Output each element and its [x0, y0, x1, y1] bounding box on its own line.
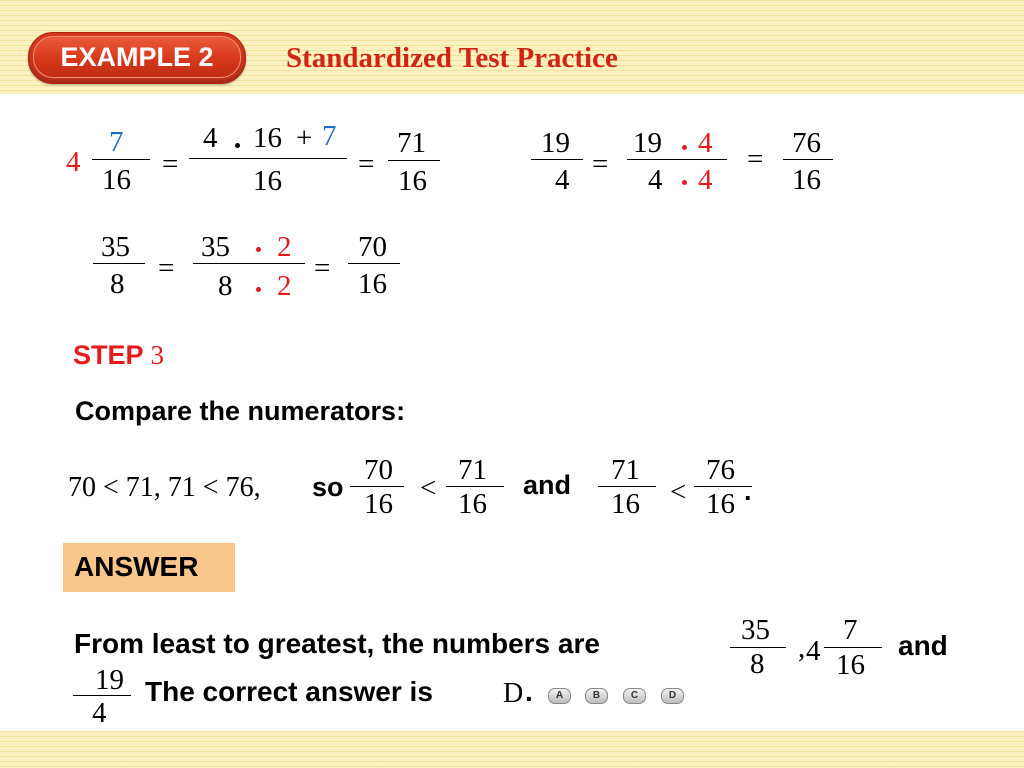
- fraction-bar: [824, 647, 882, 648]
- multiplier: 2: [277, 231, 292, 263]
- multiply-dot: [256, 247, 261, 252]
- page-title: Standardized Test Practice: [286, 42, 618, 74]
- mixed-numerator: 7: [109, 126, 124, 158]
- less-than-sign: <: [670, 476, 687, 508]
- fraction-bar: [92, 159, 150, 160]
- fraction-numerator: 71: [458, 454, 487, 486]
- product-factor-a: 4: [203, 122, 218, 154]
- fraction-numerator: 70: [364, 454, 393, 486]
- example-badge-label: EXAMPLE 2: [60, 42, 214, 72]
- result-denominator: 16: [792, 164, 821, 196]
- fraction-numerator: 19: [633, 127, 662, 159]
- fraction-denominator: 16: [458, 488, 487, 520]
- plus-sign: +: [296, 122, 313, 154]
- fraction-denominator: 8: [110, 268, 125, 300]
- multiply-dot: [682, 145, 687, 150]
- correct-answer-text: The correct answer is: [145, 676, 433, 707]
- mixed-whole: 4: [806, 635, 821, 667]
- fraction-bar: [348, 263, 400, 264]
- fraction-denominator: 8: [218, 270, 233, 302]
- example-badge: [28, 32, 246, 84]
- choice-b-bubble: B: [585, 688, 608, 704]
- fraction-denominator: 8: [750, 648, 765, 680]
- result-numerator: 71: [397, 127, 426, 159]
- result-denominator: 16: [398, 165, 427, 197]
- multiplier: 4: [698, 164, 713, 196]
- equals-sign: =: [158, 252, 175, 284]
- so-word: so: [312, 472, 344, 502]
- compare-heading: Compare the numerators:: [75, 396, 406, 426]
- step-word: STEP: [73, 340, 144, 370]
- product-factor-b: 16: [253, 122, 282, 154]
- choice-c-bubble: C: [623, 688, 646, 704]
- fraction-bar: [93, 263, 145, 264]
- fraction-numerator: 76: [706, 454, 735, 486]
- fraction-denominator: 16: [364, 488, 393, 520]
- fraction-denominator: 16: [706, 488, 735, 520]
- fraction-bar: [783, 159, 833, 160]
- comma: ,: [798, 632, 806, 664]
- mixed-denominator: 16: [102, 164, 131, 196]
- fraction-bar: [193, 263, 305, 264]
- multiply-dot: [235, 143, 240, 148]
- equals-sign: =: [747, 143, 764, 175]
- fraction-numerator: 19: [95, 664, 124, 696]
- result-denominator: 16: [358, 268, 387, 300]
- mixed-whole: 4: [66, 146, 81, 178]
- fraction-denominator: 16: [836, 649, 865, 681]
- fraction-numerator: 71: [611, 454, 640, 486]
- fraction-numerator: 35: [201, 231, 230, 263]
- fraction-bar: [446, 486, 504, 487]
- fraction-bar: [627, 159, 727, 160]
- result-numerator: 70: [358, 231, 387, 263]
- period: .: [744, 476, 752, 506]
- fraction-numerator: 7: [843, 614, 858, 646]
- equals-sign: =: [592, 148, 609, 180]
- numerator-inequalities: 70 < 71, 71 < 76,: [68, 472, 261, 503]
- fraction-denominator: 4: [92, 697, 107, 729]
- fraction-bar: [350, 486, 404, 487]
- choice-d-bubble: D: [661, 688, 684, 704]
- fraction-bar: [388, 160, 440, 161]
- multiply-dot: [256, 287, 261, 292]
- sum-denominator: 16: [253, 165, 282, 197]
- fraction-bar: [189, 158, 347, 159]
- choice-a-bubble: A: [548, 688, 571, 704]
- and-word: and: [523, 470, 572, 500]
- multiply-dot: [682, 180, 687, 185]
- equals-sign: =: [162, 148, 179, 180]
- answer-sentence: From least to greatest, the numbers are: [74, 628, 600, 659]
- fraction-numerator: 19: [541, 127, 570, 159]
- fraction-denominator: 4: [555, 164, 570, 196]
- equals-sign: =: [314, 252, 331, 284]
- and-word: and: [898, 630, 948, 661]
- step-number: 3: [150, 340, 165, 370]
- result-numerator: 76: [792, 127, 821, 159]
- fraction-bar: [598, 486, 656, 487]
- answer-label: ANSWER: [74, 551, 199, 582]
- addend: 7: [322, 120, 337, 152]
- fraction-numerator: 35: [101, 231, 130, 263]
- fraction-denominator: 16: [611, 488, 640, 520]
- multiplier: 2: [277, 270, 292, 302]
- step-label: [73, 340, 164, 371]
- fraction-denominator: 4: [648, 164, 663, 196]
- less-than-sign: <: [420, 472, 437, 504]
- multiplier: 4: [698, 127, 713, 159]
- footer-band: [0, 731, 1024, 768]
- equals-sign: =: [358, 148, 375, 180]
- fraction-bar: [531, 159, 583, 160]
- fraction-bar: [73, 695, 131, 696]
- period: .: [525, 676, 533, 707]
- correct-answer-letter: D: [503, 678, 524, 709]
- fraction-numerator: 35: [741, 614, 770, 646]
